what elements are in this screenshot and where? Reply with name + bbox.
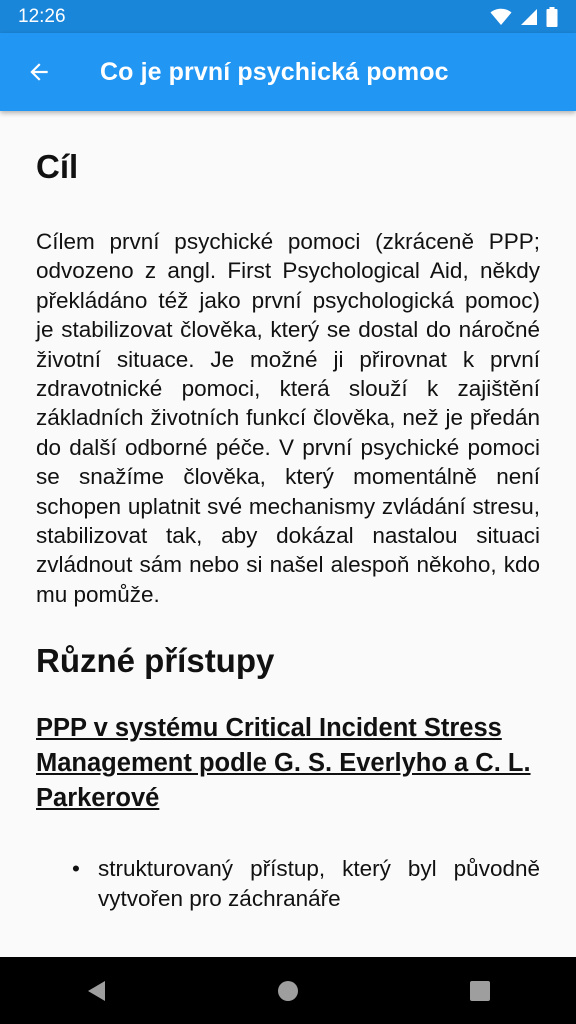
wifi-icon bbox=[490, 8, 512, 26]
nav-recents-icon bbox=[469, 980, 491, 1002]
nav-recents-button[interactable] bbox=[435, 957, 525, 1024]
nav-back-button[interactable] bbox=[51, 957, 141, 1024]
goal-paragraph: Cílem první psychické pomoci (zkráceně PPP; odvozeno z angl. First Psychological Aid, někdy překládáno též jako první psychologická pomoc) je stabilizovat člověka, který se dostal do náročné životní situace. Je možné ji přirovnat k první zdravotnické pomoci, která slouží k zajištění základních životních funkcí člověka, než je předán do další odborné péče. V první psychické pomoci se snažíme člověka, který momentálně není schopen uplatnit své mechanismy zvládání stresu, stabilizovat tak, aby dokázal nastalou situaci zvládnout sám nebo si našel alespoň někoho, kdo mu pomůže. bbox=[36, 229, 540, 607]
heading-goal: Cíl bbox=[36, 148, 79, 185]
article-content[interactable] bbox=[0, 111, 576, 957]
cism-link[interactable]: PPP v systému Critical Incident Stress Management podle G. S. Everlyho a C. L. Parkerové bbox=[36, 714, 531, 813]
status-bar bbox=[0, 0, 576, 33]
status-time: 12:26 bbox=[18, 5, 66, 27]
nav-back-icon bbox=[85, 979, 107, 1003]
heading-approaches: Různé přístupy bbox=[36, 642, 275, 680]
nav-home-button[interactable] bbox=[243, 957, 333, 1024]
nav-home-icon bbox=[277, 980, 299, 1002]
back-button[interactable] bbox=[0, 33, 78, 111]
list-item: • strukturovaný přístup, který byl původně vytvořen pro záchranáře bbox=[62, 854, 540, 914]
battery-icon bbox=[546, 7, 558, 27]
signal-icon bbox=[520, 8, 538, 26]
app-bar bbox=[0, 33, 576, 111]
approach-list bbox=[36, 854, 540, 914]
page-title: Co je první psychická pomoc bbox=[100, 57, 449, 86]
arrow-back-icon bbox=[26, 59, 52, 85]
status-icons bbox=[490, 7, 558, 27]
navigation-bar bbox=[0, 957, 576, 1024]
